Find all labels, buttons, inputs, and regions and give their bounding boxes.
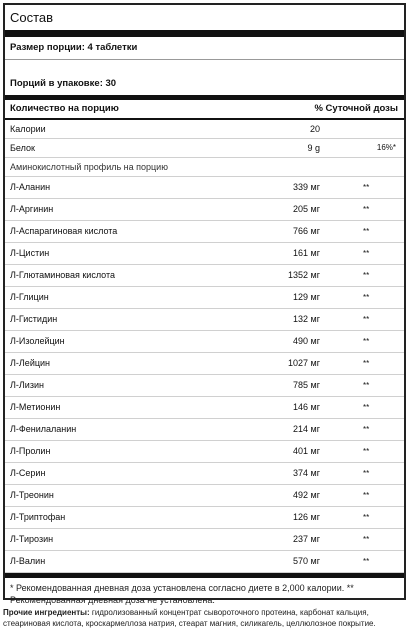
nutrient-row-daily-value: 16%* xyxy=(376,143,396,152)
spacer xyxy=(5,60,404,73)
amino-acid-row xyxy=(5,551,404,573)
amino-acid-row-value: 214 мг xyxy=(293,424,320,434)
amino-acid-row xyxy=(5,507,404,529)
amino-profile-label: Аминокислотный профиль на порцию xyxy=(5,158,404,177)
amino-acid-row xyxy=(5,177,404,199)
amino-acid-row-daily-value: ** xyxy=(363,315,370,324)
footnote xyxy=(5,573,404,606)
amino-acid-row-value: 1352 мг xyxy=(288,270,320,280)
amino-acid-row xyxy=(5,529,404,551)
footnote-line-1: * Рекомендованная дневная доза установлена согласно диете в 2,000 калории. ** xyxy=(10,583,354,593)
amino-acid-row xyxy=(5,441,404,463)
amino-acid-row xyxy=(5,265,404,287)
amino-acid-row-name: Л-Метионин xyxy=(10,402,61,412)
nutrient-row-value: 20 xyxy=(309,124,320,134)
amino-acid-row-value: 1027 мг xyxy=(288,358,320,368)
amino-acid-row xyxy=(5,485,404,507)
amino-acid-row-daily-value: ** xyxy=(363,205,370,214)
amino-acid-row-value: 205 мг xyxy=(293,204,320,214)
amino-acid-row xyxy=(5,353,404,375)
amino-acid-row xyxy=(5,199,404,221)
nutrient-row xyxy=(5,139,404,158)
amino-acid-row xyxy=(5,419,404,441)
amino-acid-row-value: 374 мг xyxy=(293,468,320,478)
amount-header: Количество на порцию xyxy=(10,103,119,114)
amino-acid-row-value: 146 мг xyxy=(293,402,320,412)
amino-acid-list xyxy=(5,177,404,573)
amino-acid-row-value: 766 мг xyxy=(293,226,320,236)
amino-acid-row-daily-value: ** xyxy=(363,227,370,236)
amino-acid-row-name: Л-Цистин xyxy=(10,248,50,258)
amino-acid-row-name: Л-Аланин xyxy=(10,182,51,192)
daily-value-header: % Суточной дозы xyxy=(314,103,398,114)
ingredients-label: Прочие ингредиенты: xyxy=(3,608,90,617)
ingredients-text: гидролизованный концентрат сывороточного протеина, карбонат кальция, стеариновая кислота, кроскармеллоза натрия, стеарат магния, силикагель, целлюлозное покрытие. xyxy=(3,608,376,628)
amino-acid-row-daily-value: ** xyxy=(363,249,370,258)
amino-acid-row-name: Л-Триптофан xyxy=(10,512,66,522)
amino-acid-row-daily-value: ** xyxy=(363,293,370,302)
amino-acid-row-value: 492 мг xyxy=(293,490,320,500)
nutrient-list xyxy=(5,120,404,158)
nutrient-row-name: Калории xyxy=(10,124,46,134)
amino-acid-row-value: 161 мг xyxy=(293,248,320,258)
servings-per-container: Порций в упаковке: 30 xyxy=(5,73,404,100)
amino-acid-row-value: 490 мг xyxy=(293,336,320,346)
amino-acid-row-daily-value: ** xyxy=(363,183,370,192)
amino-acid-row xyxy=(5,331,404,353)
amino-acid-row-name: Л-Треонин xyxy=(10,490,54,500)
amino-acid-row-daily-value: ** xyxy=(363,491,370,500)
amino-acid-row-daily-value: ** xyxy=(363,337,370,346)
column-header xyxy=(5,100,404,120)
panel-title: Состав xyxy=(5,5,404,37)
amino-acid-row xyxy=(5,221,404,243)
amino-acid-row-value: 237 мг xyxy=(293,534,320,544)
amino-acid-row-daily-value: ** xyxy=(363,271,370,280)
amino-acid-row-value: 570 мг xyxy=(293,556,320,566)
amino-acid-row-daily-value: ** xyxy=(363,557,370,566)
amino-acid-row-name: Л-Тирозин xyxy=(10,534,54,544)
amino-acid-row-daily-value: ** xyxy=(363,447,370,456)
amino-acid-row xyxy=(5,375,404,397)
serving-size: Размер порции: 4 таблетки xyxy=(5,37,404,60)
amino-acid-row-name: Л-Аргинин xyxy=(10,204,54,214)
amino-acid-row-name: Л-Аспарагиновая кислота xyxy=(10,226,118,236)
footnote-line-2: Рекомендованная дневная доза не установлена. xyxy=(10,595,215,605)
amino-acid-row-name: Л-Серин xyxy=(10,468,46,478)
supplement-facts-panel xyxy=(3,3,406,605)
amino-acid-row-value: 401 мг xyxy=(293,446,320,456)
amino-acid-row xyxy=(5,463,404,485)
amino-acid-row-name: Л-Лейцин xyxy=(10,358,50,368)
amino-acid-row-value: 132 мг xyxy=(293,314,320,324)
amino-acid-row xyxy=(5,243,404,265)
amino-acid-row-value: 129 мг xyxy=(293,292,320,302)
nutrient-row xyxy=(5,120,404,139)
amino-acid-row-value: 126 мг xyxy=(293,512,320,522)
amino-acid-row-daily-value: ** xyxy=(363,381,370,390)
nutrient-row-value: 9 g xyxy=(307,143,320,153)
other-ingredients xyxy=(3,607,408,629)
amino-acid-row-name: Л-Пролин xyxy=(10,446,51,456)
amino-acid-row xyxy=(5,397,404,419)
amino-acid-row-daily-value: ** xyxy=(363,469,370,478)
amino-acid-row-value: 785 мг xyxy=(293,380,320,390)
amino-acid-row-value: 339 мг xyxy=(293,182,320,192)
amino-acid-row-daily-value: ** xyxy=(363,513,370,522)
amino-acid-row xyxy=(5,309,404,331)
nutrient-row-name: Белок xyxy=(10,143,35,153)
amino-acid-row-daily-value: ** xyxy=(363,403,370,412)
amino-acid-row-daily-value: ** xyxy=(363,359,370,368)
amino-acid-row-name: Л-Гистидин xyxy=(10,314,58,324)
amino-acid-row-daily-value: ** xyxy=(363,425,370,434)
amino-acid-row-name: Л-Фенилаланин xyxy=(10,424,77,434)
amino-acid-row-name: Л-Изолейцин xyxy=(10,336,65,346)
amino-acid-row-name: Л-Лизин xyxy=(10,380,44,390)
amino-acid-row-daily-value: ** xyxy=(363,535,370,544)
amino-acid-row xyxy=(5,287,404,309)
amino-acid-row-name: Л-Глютаминовая кислота xyxy=(10,270,116,280)
amino-acid-row-name: Л-Глицин xyxy=(10,292,49,302)
amino-acid-row-name: Л-Валин xyxy=(10,556,46,566)
